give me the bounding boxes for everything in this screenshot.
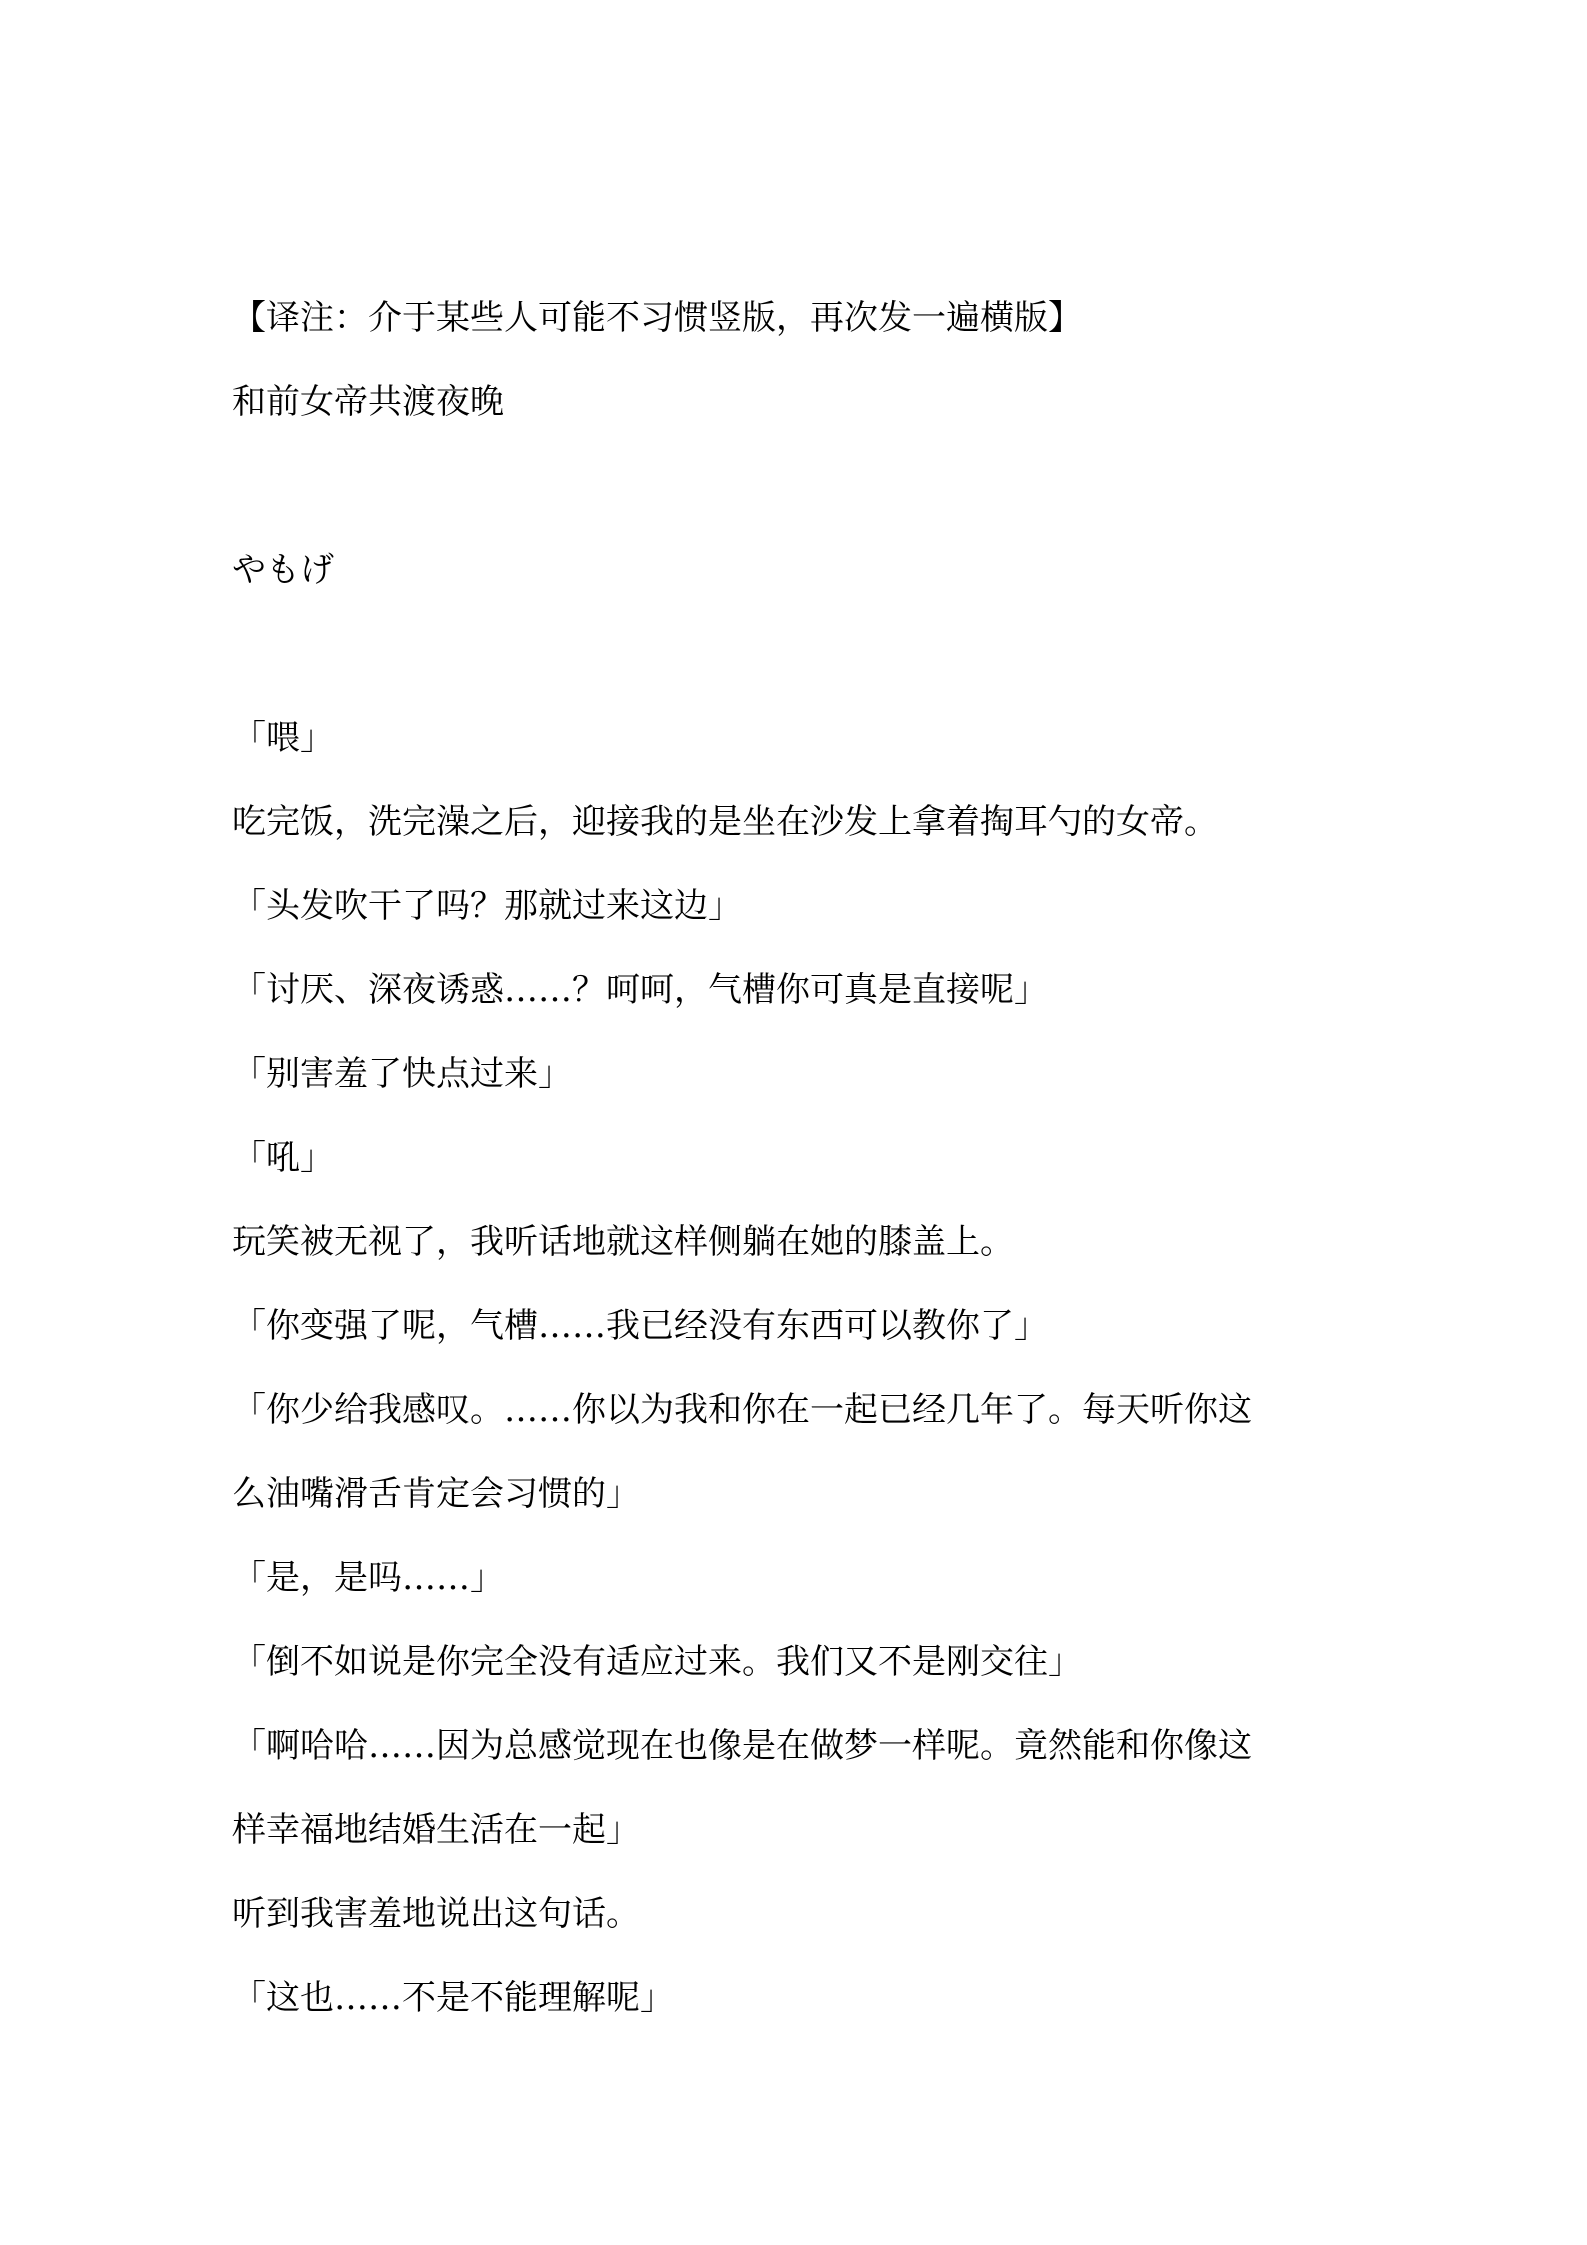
text-line: 「这也……不是不能理解呢」 xyxy=(232,1978,674,2018)
text-body xyxy=(232,276,1382,2040)
text-line: 「吼」 xyxy=(232,1138,334,1178)
text-line: 「头发吹干了吗？那就过来这边」 xyxy=(232,886,742,926)
text-line: 玩笑被无视了，我听话地就这样侧躺在她的膝盖上。 xyxy=(232,1222,1014,1262)
text-line: 「讨厌、深夜诱惑……？呵呵，气槽你可真是直接呢」 xyxy=(232,970,1048,1010)
text-line: 「你少给我感叹。……你以为我和你在一起已经几年了。每天听你这 xyxy=(232,1390,1252,1430)
text-line: 「喂」 xyxy=(232,718,334,758)
spacer xyxy=(232,612,1382,696)
text-line: 听到我害羞地说出这句话。 xyxy=(232,1894,640,1934)
story-author: やもげ xyxy=(232,550,334,590)
text-line: 「是，是吗……」 xyxy=(232,1558,504,1598)
text-line: 吃完饭，洗完澡之后，迎接我的是坐在沙发上拿着掏耳勺的女帝。 xyxy=(232,802,1218,842)
story-title: 和前女帝共渡夜晚 xyxy=(232,382,504,422)
text-line: 「倒不如说是你完全没有适应过来。我们又不是刚交往」 xyxy=(232,1642,1082,1682)
translator-note: 【译注：介于某些人可能不习惯竖版，再次发一遍横版】 xyxy=(232,298,1082,338)
text-line: 样幸福地结婚生活在一起」 xyxy=(232,1810,640,1850)
text-line: 么油嘴滑舌肯定会习惯的」 xyxy=(232,1474,640,1514)
text-line: 「你变强了呢，气槽……我已经没有东西可以教你了」 xyxy=(232,1306,1048,1346)
text-line: 「啊哈哈……因为总感觉现在也像是在做梦一样呢。竟然能和你像这 xyxy=(232,1726,1252,1766)
spacer xyxy=(232,444,1382,528)
text-line: 「别害羞了快点过来」 xyxy=(232,1054,572,1094)
